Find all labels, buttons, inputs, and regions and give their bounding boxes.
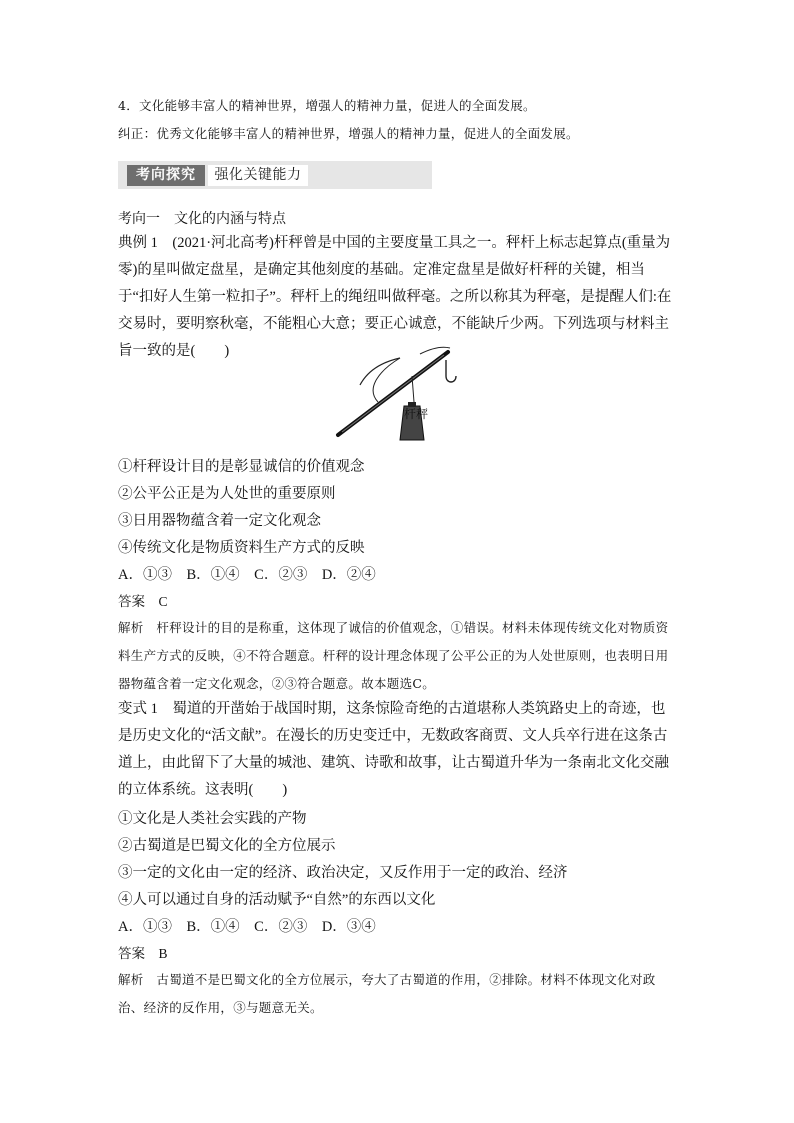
- variant-1-option-4: ④人可以通过自身的活动赋予“自然”的东西以文化: [118, 892, 436, 908]
- variant-1-answer: 答案 B: [118, 946, 168, 961]
- section-title: 考向一 文化的内涵与特点: [118, 212, 286, 227]
- example-1-analysis: 解析 杆秤设计的目的是称重，这体现了诚信的价值观念，①错误。材料未体现传统文化对物质资料生产方式的反映，④不符合题意。杆秤的设计理念体现了公平公正的为人处世原则，也表明日用器物蕴含着一定文化观念，②③符合题意。故本题选C。: [118, 620, 669, 691]
- example-1-option-2: ②公平公正是为人处世的重要原则: [118, 486, 336, 502]
- banner-tag: 考向探究: [127, 165, 205, 186]
- variant-1-stem: 变式 1 蜀道的开凿始于战国时期，这条惊险奇绝的古道堪称人类筑路史上的奇迹，也是历史文化的“活文献”。在漫长的历史变迁中，无数政客商贾、文人兵卒行进在这条古道上，由此留下了大量的城池、建筑、诗歌和故事，让古蜀道升华为一条南北文化交融的立体系统。这表明( ): [118, 701, 669, 798]
- steelyard-illustration: [320, 340, 470, 445]
- example-1-choices: A．①③ B．①④ C．②③ D．②④: [118, 567, 376, 583]
- banner-subtitle: 强化关键能力: [208, 165, 308, 186]
- variant-1-option-3: ③一定的文化由一定的经济、政治决定，又反作用于一定的政治、经济: [118, 865, 568, 881]
- variant-1-option-2: ②古蜀道是巴蜀文化的全方位展示: [118, 838, 336, 854]
- example-1-option-4: ④传统文化是物质资料生产方式的反映: [118, 540, 365, 556]
- section-banner: [118, 161, 432, 189]
- variant-1-analysis: 解析 古蜀道不是巴蜀文化的全方位展示，夸大了古蜀道的作用，②排除。材料不体现文化对政治、经济的反作用，③与题意无关。: [118, 972, 656, 1015]
- figure-label: 杆秤: [404, 407, 429, 421]
- review-item-4: 4．文化能够丰富人的精神世界，增强人的精神力量，促进人的全面发展。: [118, 98, 536, 113]
- review-correction: 纠正：优秀文化能够丰富人的精神世界，增强人的精神力量，促进人的全面发展。: [118, 126, 579, 141]
- variant-1-option-1: ①文化是人类社会实践的产物: [118, 811, 307, 827]
- example-1-stem: 典例 1 (2021·河北高考)杆秤曾是中国的主要度量工具之一。秤杆上标志起算点(重量为零)的星叫做定盘星，是确定其他刻度的基础。定准定盘星是做好杆秤的关键，相当于“扣好人生第一粒扣子”。秤杆上的绳纽叫做秤毫。之所以称其为秤毫，是提醒人们:在交易时，要明察秋毫，不能粗心大意；要正心诚意，不能缺斤少两。下列选项与材料主旨一致的是( ): [118, 235, 672, 359]
- example-1-answer: 答案 C: [118, 594, 168, 609]
- example-1-option-3: ③日用器物蕴含着一定文化观念: [118, 513, 321, 529]
- variant-1-choices: A．①③ B．①④ C．②③ D．③④: [118, 919, 376, 935]
- example-1-option-1: ①杆秤设计目的是彰显诚信的价值观念: [118, 459, 365, 475]
